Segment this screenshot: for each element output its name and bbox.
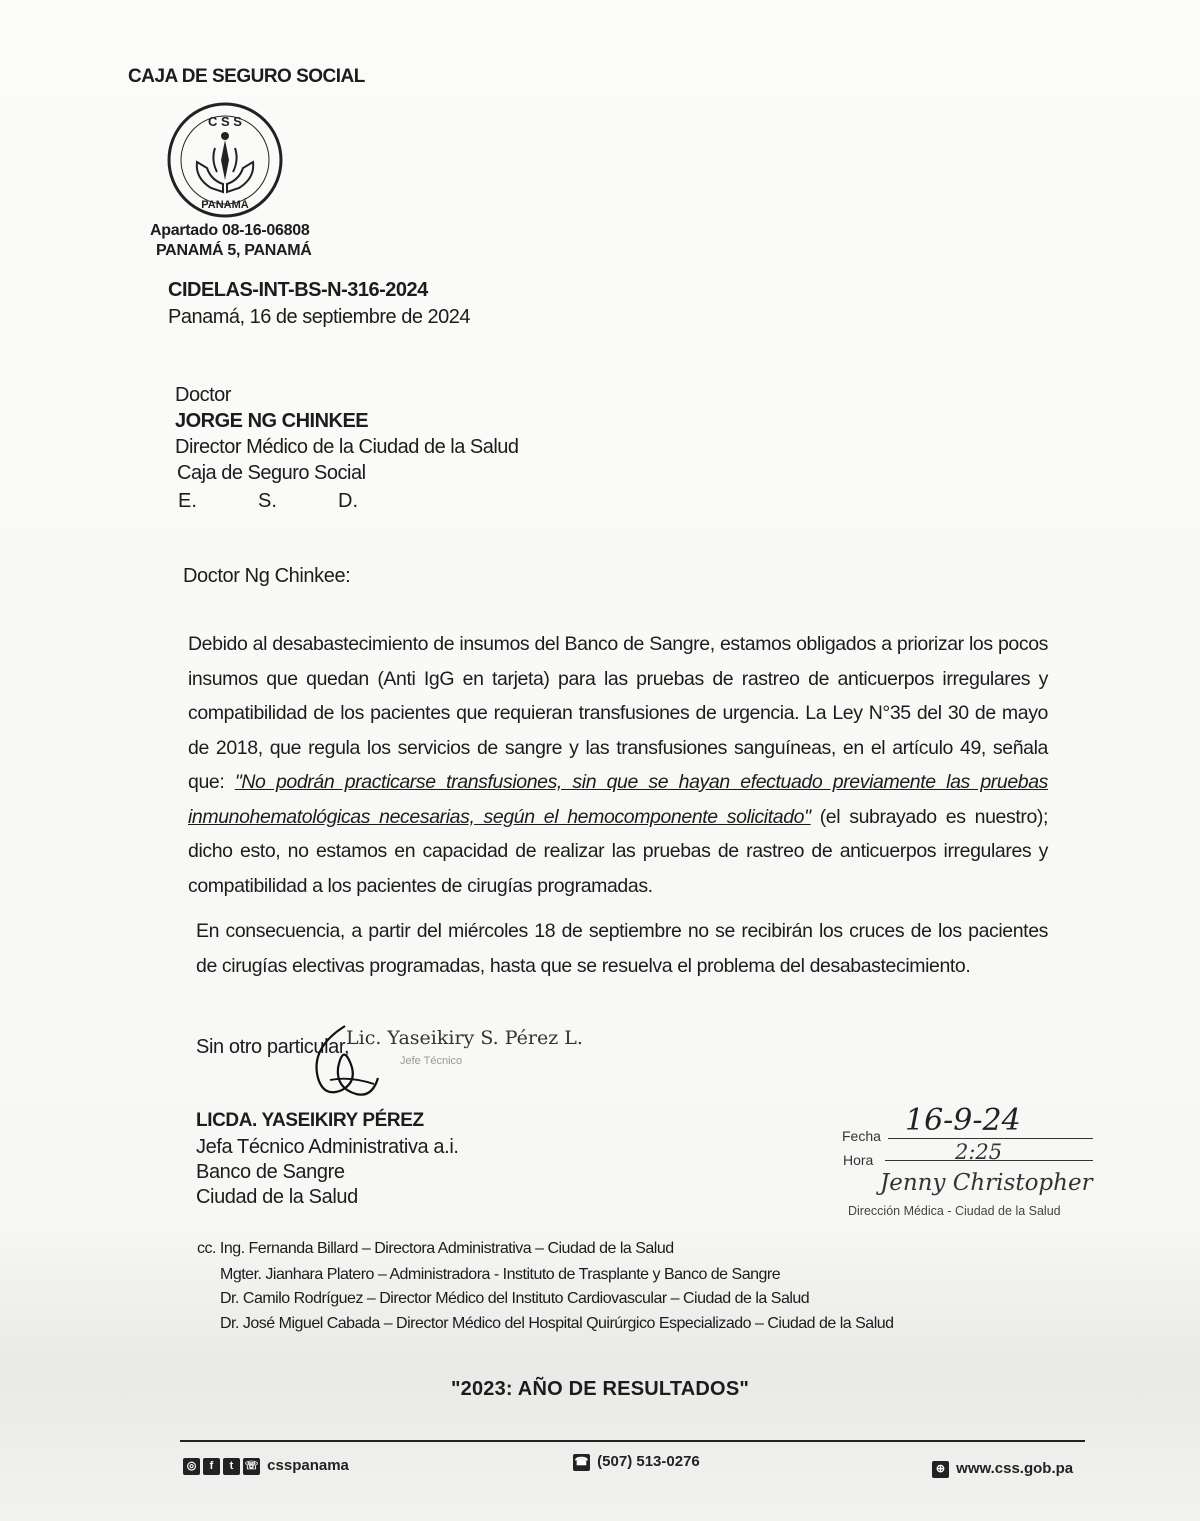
signature-stamp-subtitle: Jefe Técnico	[400, 1055, 463, 1067]
p1-text-b: (el subrayado es nuestro); dicho esto, no estamos en capacidad de realizar las pruebas de rastreo de anticuerpos irregulares y compatibilidad a los pacientes de cirugías programadas.	[188, 805, 1049, 897]
esd-e: E.	[178, 490, 197, 512]
recipient-esd	[178, 490, 358, 513]
received-date-line	[888, 1138, 1093, 1139]
cc-line-3: Dr. Camilo Rodríguez – Director Médico del Instituto Cardiovascular – Ciudad de la Salud	[220, 1290, 810, 1307]
seal-bottom-text: PANAMÁ	[201, 199, 249, 211]
handwritten-signature	[290, 1018, 410, 1108]
address-line-2: PANAMÁ 5, PANAMÁ	[156, 242, 312, 259]
twitter-icon: t	[223, 1458, 240, 1475]
recipient-position: Director Médico de la Ciudad de la Salud	[175, 436, 519, 458]
salutation: Doctor Ng Chinkee:	[183, 565, 351, 587]
cc-line-1: cc. Ing. Fernanda Billard – Directora Administrativa – Ciudad de la Salud	[197, 1240, 674, 1257]
received-date-value: 16-9-24	[905, 1103, 1021, 1138]
body-paragraph-2: En consecuencia, a partir del miércoles 18 de septiembre no se recibirán los cruces de los pacientes de cirugías electivas programadas, hasta que se resuelva el problema del desabastecimiento.	[196, 920, 1048, 977]
recipient-institution: Caja de Seguro Social	[177, 462, 366, 484]
esd-s: S.	[258, 490, 277, 512]
cc-line-4: Dr. José Miguel Cabada – Director Médico del Hospital Quirúrgico Especializado – Ciudad de la Salud	[220, 1315, 894, 1332]
received-signer: Jenny Christopher	[880, 1170, 1093, 1196]
seal-top-text: C S S	[208, 114, 242, 129]
recipient-name: JORGE NG CHINKEE	[175, 410, 369, 432]
phone-icon: ☎	[573, 1454, 590, 1471]
cc-line-2: Mgter. Jianhara Platero – Administradora - Instituto de Trasplante y Banco de Sangre	[220, 1266, 781, 1283]
signatory-name: LICDA. YASEIKIRY PÉREZ	[196, 1110, 424, 1131]
css-seal-logo	[165, 100, 285, 220]
footer-phone	[573, 1453, 700, 1471]
esd-d: D.	[338, 490, 358, 512]
reference-number: CIDELAS-INT-BS-N-316-2024	[168, 279, 428, 301]
footer-divider	[180, 1440, 1085, 1442]
p1-text-a: Debido al desabastecimiento de insumos del Banco de Sangre, estamos obligados a priorizar los pocos insumos que quedan (Anti IgG en tarjeta) para las pruebas de rastreo de anticuerpos irregulares y compatibilidad de los pacientes que requieran transfusiones de urgencia. La Ley N°35 del 30 de mayo de 2018, que regula los servicios de sangre y las transfusiones sanguíneas, en el artículo 49, señala que:	[188, 633, 1048, 793]
recipient-title: Doctor	[175, 384, 231, 406]
signatory-department: Banco de Sangre	[196, 1161, 345, 1183]
letter-date: Panamá, 16 de septiembre de 2024	[168, 306, 470, 328]
body-paragraph-1	[188, 627, 1048, 903]
footer-social	[183, 1457, 349, 1475]
facebook-icon: f	[203, 1458, 220, 1475]
received-time-value: 2:25	[955, 1140, 1003, 1164]
received-time-label: Hora	[843, 1152, 874, 1168]
globe-icon: ⊕	[932, 1461, 949, 1478]
footer-website	[932, 1460, 1073, 1478]
whatsapp-icon: ☏	[243, 1458, 260, 1475]
website-url: www.css.gob.pa	[956, 1460, 1074, 1477]
signature-stamp-name: Lic. Yaseikiry S. Pérez L.	[346, 1027, 583, 1049]
organization-name: CAJA DE SEGURO SOCIAL	[128, 66, 365, 87]
received-date-label: Fecha	[842, 1128, 881, 1144]
signatory-position: Jefa Técnico Administrativa a.i.	[196, 1136, 459, 1158]
address-line-1: Apartado 08-16-06808	[150, 222, 310, 239]
signatory-location: Ciudad de la Salud	[196, 1186, 358, 1208]
institutional-motto: "2023: AÑO DE RESULTADOS"	[450, 1378, 750, 1400]
p1-law-quote: "No podrán practicarse transfusiones, sin que se hayan efectuado previamente las pruebas inmunohematológicas necesarias, según el hemocomponente solicitado"	[188, 771, 1049, 828]
closing-phrase: Sin otro particular,	[196, 1036, 350, 1058]
instagram-icon: ◎	[183, 1458, 200, 1475]
social-handle: csspanama	[267, 1457, 349, 1474]
phone-number: (507) 513-0276	[597, 1453, 700, 1470]
received-department: Dirección Médica - Ciudad de la Salud	[848, 1204, 1061, 1218]
